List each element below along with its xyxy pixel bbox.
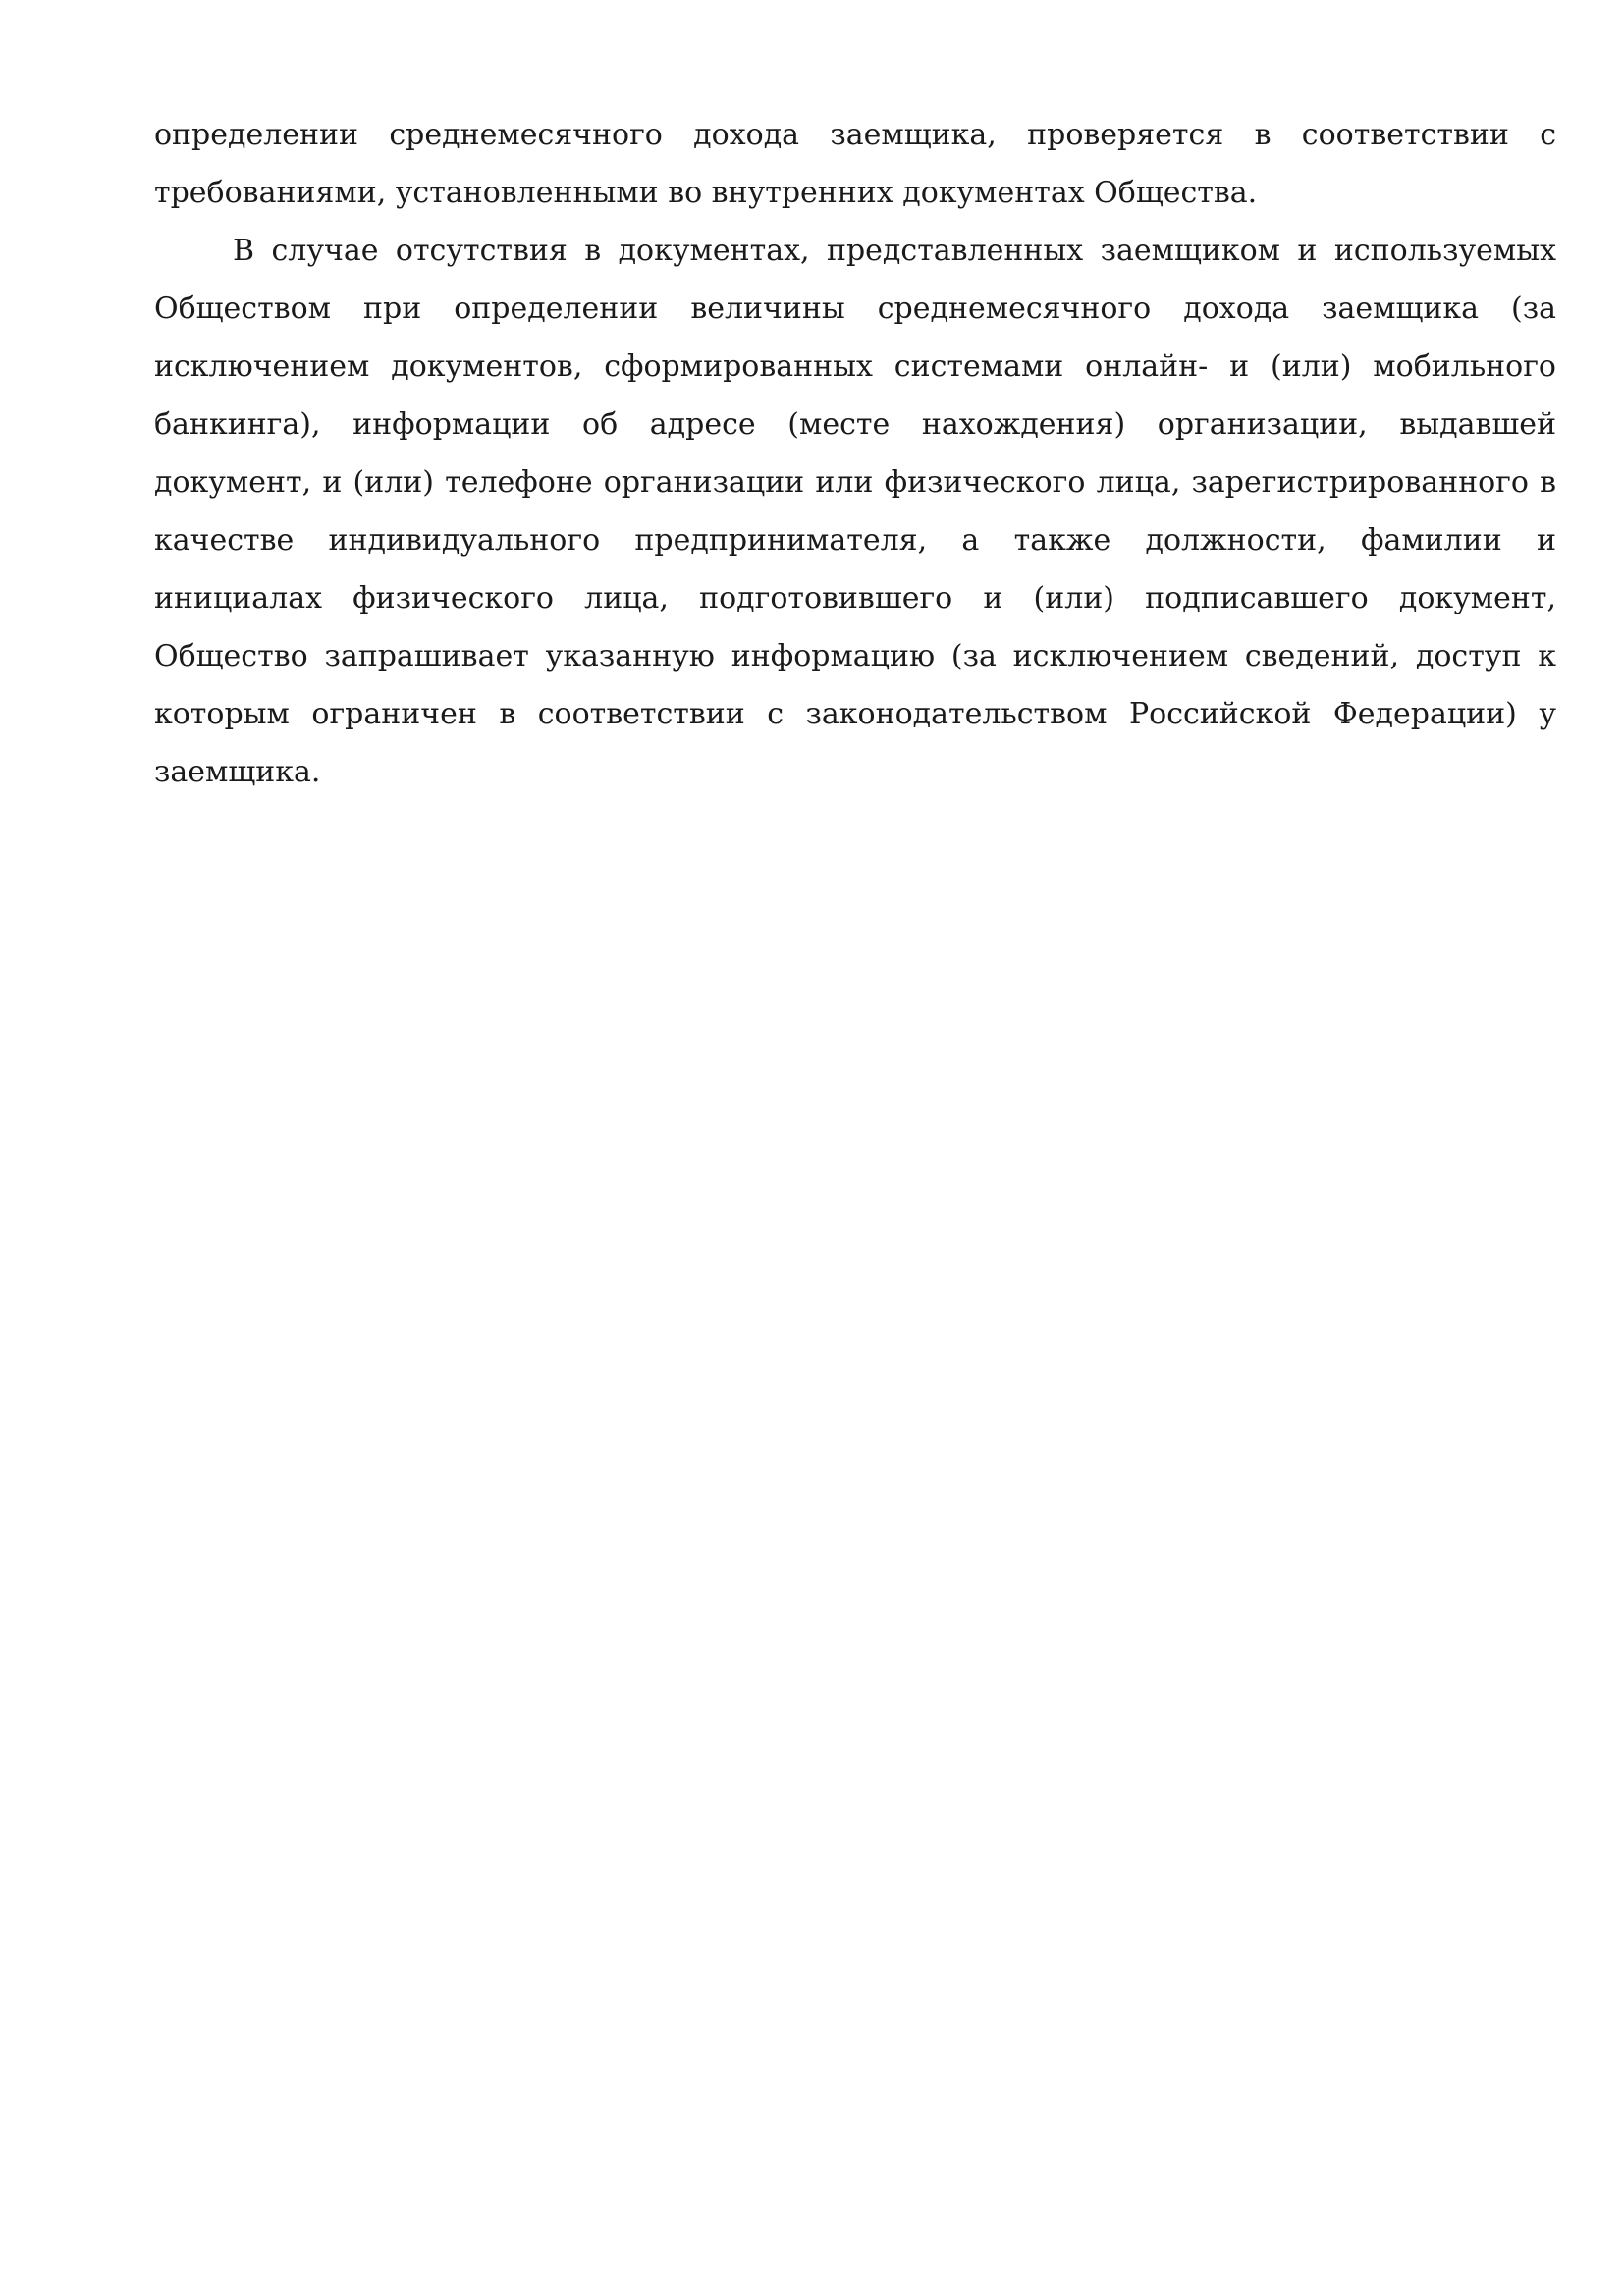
paragraph-continued: определении среднемесячного дохода заемщика, проверяется в соответствии с требованиями, установленными во внутренних документах Общества. (154, 118, 1556, 210)
paragraph-missing-information: В случае отсутствия в документах, представленных заемщиком и используемых Обществом при определении величины среднемесячного дохода заемщика (за исключением документов, сформированных системами онлайн- и (или) мобильного банкинга), информации об адресе (месте нахождения) организации, выдавшей документ, и (или) телефоне организации или физического лица, зарегистрированного в качестве индивидуального предпринимателя, а также должности, фамилии и инициалах физического лица, подготовившего и (или) подписавшего документ, Общество запрашивает указанную информацию (за исключением сведений, доступ к которым ограничен в соответствии с законодательством Российской Федерации) у заемщика. (154, 234, 1556, 789)
document-body (154, 106, 1556, 801)
